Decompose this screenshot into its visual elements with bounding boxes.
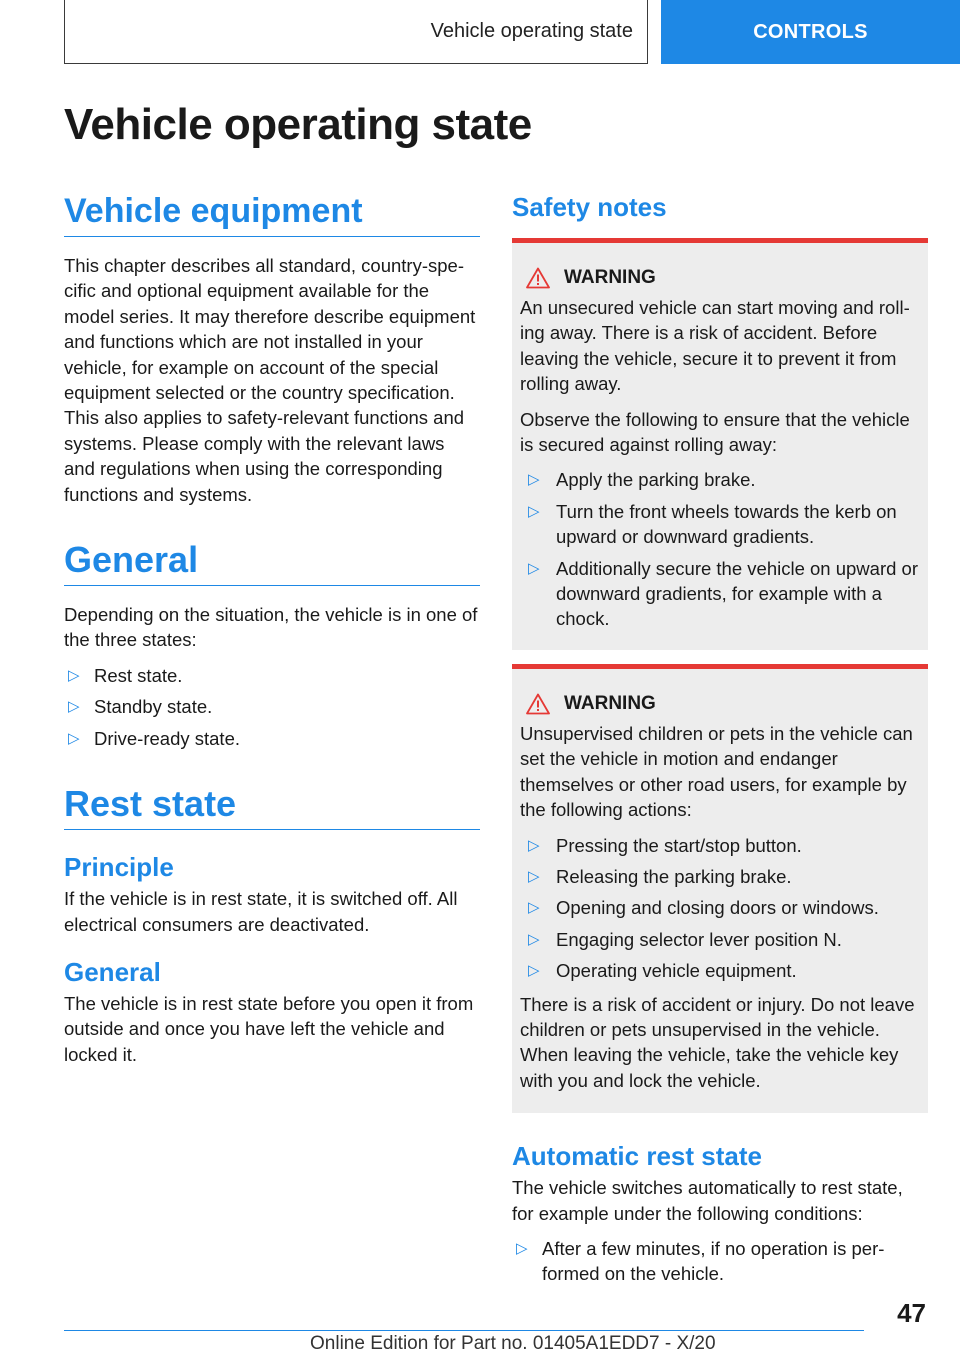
- footer-divider: [64, 1330, 864, 1331]
- triangle-bullet-icon: ▷: [68, 729, 80, 747]
- triangle-bullet-icon: ▷: [528, 502, 540, 520]
- list-item: ▷ Drive-ready state.: [64, 726, 480, 751]
- automatic-bullet-list: [512, 1236, 928, 1287]
- automatic-rest-state-heading: Automatic rest state: [512, 1141, 762, 1172]
- rest-state-heading: Rest state: [64, 781, 480, 830]
- warning-1-paragraph-2: Observe the following to ensure that the vehicle is secured against rolling away:: [520, 408, 910, 456]
- header-section-box: [64, 0, 648, 64]
- triangle-bullet-icon: ▷: [528, 836, 540, 854]
- list-item: ▷ Standby state.: [64, 694, 480, 719]
- warning-1-bullet-list: [520, 467, 920, 631]
- triangle-bullet-icon: ▷: [528, 930, 540, 948]
- right-column: [512, 190, 928, 1295]
- principle-body: If the vehicle is in rest state, it is switched off. All electrical consumers are deactivated.: [64, 888, 458, 935]
- list-item: ▷ Apply the parking brake.: [520, 467, 920, 492]
- principle-heading: Principle: [64, 852, 174, 883]
- warning-box-2: [512, 664, 928, 1113]
- general-intro: Depending on the situation, the vehicle is in one of the three states:: [64, 604, 478, 651]
- vehicle-equipment-body: This chapter describes all standard, country-specific and optional equipment available for the model series. It may therefore describe equipment and functions which are not installed in your vehicle, for example on account of the special equipment selected or the country specification. This also applies to safety-relevant functions and systems. Please comply with the relevant laws and regulations when using the corresponding functions and systems.: [64, 255, 476, 505]
- page-title: Vehicle operating state: [64, 100, 532, 149]
- triangle-bullet-icon: ▷: [528, 471, 540, 489]
- list-item: ▷ Turn the front wheels towards the kerb on upward or downward gradients.: [528, 500, 897, 548]
- list-item: ▷ After a few minutes, if no operation is performed on the vehicle.: [516, 1237, 885, 1285]
- list-item: ▷ Additionally secure the vehicle on upward or downward gradients, for example with a chock.: [528, 557, 918, 630]
- rest-general-heading: General: [64, 956, 161, 987]
- list-item: ▷ Engaging selector lever position N.: [520, 927, 920, 952]
- warning-triangle-icon: [526, 693, 550, 715]
- page-number: 47: [897, 1298, 926, 1328]
- triangle-bullet-icon: ▷: [68, 698, 80, 716]
- automatic-rest-state-body: The vehicle switches automatically to rest state, for example under the following conditions:: [512, 1177, 903, 1224]
- triangle-bullet-icon: ▷: [68, 666, 80, 684]
- warning-header: [526, 693, 920, 715]
- list-item: ▷ Pressing the start/stop button.: [520, 833, 920, 858]
- safety-notes-heading: Safety notes: [512, 192, 667, 222]
- list-item: ▷ Opening and closing doors or windows.: [520, 895, 920, 920]
- general-bullet-list: [64, 663, 480, 751]
- warning-1-paragraph-1: An unsecured vehicle can start moving and rolling away. There is a risk of accident. Before leaving the vehicle, secure it to prevent it from rolling away.: [520, 297, 910, 395]
- triangle-bullet-icon: ▷: [528, 867, 540, 885]
- header-chapter-tab[interactable]: [661, 0, 960, 64]
- triangle-bullet-icon: ▷: [516, 1239, 528, 1257]
- warning-2-paragraph-1: Unsupervised children or pets in the vehicle can set the vehicle in motion and endanger themselves or other road users, for example by the following actions:: [520, 722, 913, 821]
- header-chapter-label: CONTROLS: [753, 20, 868, 43]
- triangle-bullet-icon: ▷: [528, 962, 540, 980]
- vehicle-equipment-heading: Vehicle equipment: [64, 188, 480, 237]
- left-column: [64, 188, 480, 1077]
- warning-2-paragraph-2: There is a risk of accident or injury. Do not leave children or pets unsupervised in the vehicle. When leaving the vehicle, take the vehicle key with you and lock the vehicle.: [520, 993, 915, 1091]
- warning-2-bullet-list: [520, 833, 920, 984]
- list-item: ▷ Operating vehicle equipment.: [520, 958, 920, 983]
- warning-triangle-icon: [526, 267, 550, 289]
- warning-header: [526, 267, 920, 289]
- list-item: ▷ Releasing the parking brake.: [520, 864, 920, 889]
- triangle-bullet-icon: ▷: [528, 899, 540, 917]
- warning-box-1: [512, 238, 928, 650]
- footer-edition: Online Edition for Part no. 01405A1EDD7 - X/20: [310, 1333, 716, 1354]
- rest-general-body: The vehicle is in rest state before you open it from outside and once you have left the vehicle and locked it.: [64, 992, 474, 1065]
- triangle-bullet-icon: ▷: [528, 559, 540, 577]
- warning-label: WARNING: [564, 267, 656, 288]
- general-heading: General: [64, 537, 480, 586]
- warning-label: WARNING: [564, 692, 656, 714]
- list-item: ▷ Rest state.: [64, 663, 480, 688]
- header-section-title: Vehicle operating state: [430, 20, 633, 42]
